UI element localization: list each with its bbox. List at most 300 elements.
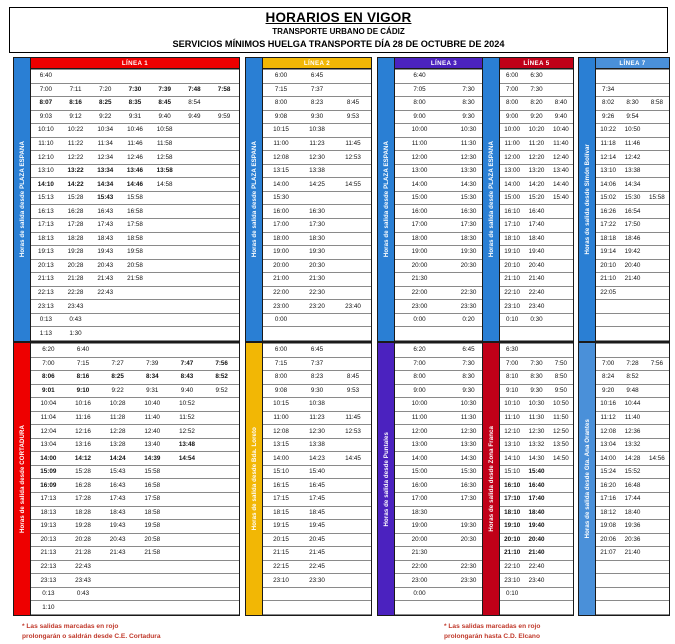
empty-cell: [524, 587, 548, 601]
departure-time: 17:30: [444, 493, 493, 507]
departure-time: 22:05: [596, 286, 620, 300]
departure-time: 16:30: [444, 479, 493, 493]
departure-time: 10:15: [263, 398, 299, 412]
empty-cell: [209, 259, 239, 273]
empty-cell: [209, 300, 239, 314]
departure-time: 7:50: [549, 357, 573, 371]
table-row: [596, 357, 669, 371]
table-row: [263, 357, 371, 371]
empty-cell: [209, 246, 239, 260]
empty-cell: [135, 560, 170, 574]
departure-time: 19:30: [299, 246, 335, 260]
departure-time: 22:30: [299, 286, 335, 300]
table-row: [596, 178, 669, 192]
departure-time: 17:40: [524, 219, 548, 233]
departure-time: 10:38: [299, 124, 335, 138]
table-row: [263, 232, 371, 246]
table-row: [395, 344, 493, 358]
empty-cell: [596, 300, 620, 314]
empty-cell: [204, 425, 239, 439]
departure-time: 1:30: [61, 327, 91, 341]
departure-time: 16:10: [500, 205, 524, 219]
departure-time: 18:00: [263, 232, 299, 246]
departure-time: 23:00: [395, 574, 444, 588]
departure-time: 9:54: [620, 110, 644, 124]
empty-cell: [645, 533, 669, 547]
departure-time: 7:15: [66, 357, 101, 371]
departure-time: 11:16: [66, 411, 101, 425]
departure-time: 13:10: [596, 164, 620, 178]
table-row: [263, 97, 371, 111]
departure-time: 20:13: [31, 259, 61, 273]
table-row: [596, 259, 669, 273]
table-row: [263, 438, 371, 452]
departure-time: 8:30: [620, 97, 644, 111]
departure-time: 9:53: [335, 384, 371, 398]
departure-time: 12:04: [31, 425, 66, 439]
table-row: [395, 327, 493, 341]
departure-time: 0:10: [500, 313, 524, 327]
table-row: [263, 601, 371, 615]
table-row: [596, 191, 669, 205]
table-row: [596, 425, 669, 439]
empty-cell: [299, 313, 335, 327]
table-row: [395, 97, 493, 111]
empty-cell: [549, 83, 573, 97]
departure-time: 11:23: [299, 137, 335, 151]
table-row: [31, 384, 239, 398]
table-row: [596, 110, 669, 124]
departure-time: 9:20: [596, 384, 620, 398]
departure-time: 7:00: [395, 357, 444, 371]
schedule-block-linea3-plaza-espana: [377, 57, 494, 342]
table-row: [263, 151, 371, 165]
departure-time: 17:50: [620, 219, 644, 233]
empty-cell: [180, 219, 210, 233]
table-row: [31, 232, 239, 246]
table-row: [263, 205, 371, 219]
departure-time: 11:00: [263, 137, 299, 151]
empty-cell: [620, 313, 644, 327]
table-row: [395, 110, 493, 124]
table-row: [395, 164, 493, 178]
departure-time: 15:30: [620, 191, 644, 205]
departure-time: 14:24: [100, 452, 135, 466]
departure-time: 12:53: [335, 425, 371, 439]
departure-time: 8:30: [444, 97, 493, 111]
departure-time: 17:58: [135, 493, 170, 507]
empty-cell: [204, 452, 239, 466]
departure-time: 21:40: [620, 273, 644, 287]
table-row: [596, 246, 669, 260]
departure-time: 10:50: [620, 124, 644, 138]
table-row: [596, 137, 669, 151]
empty-cell: [150, 259, 180, 273]
table-row: [31, 465, 239, 479]
table-row: [263, 493, 371, 507]
departure-time: 0:13: [31, 313, 61, 327]
departure-time: 10:28: [100, 398, 135, 412]
departure-time: 13:46: [120, 164, 150, 178]
departure-time: 21:45: [299, 547, 335, 561]
departure-time: 10:04: [31, 398, 66, 412]
departure-time: 22:43: [90, 286, 120, 300]
departure-time: 18:40: [524, 232, 548, 246]
empty-cell: [170, 587, 205, 601]
table-row: [395, 452, 493, 466]
departure-time: 10:30: [444, 398, 493, 412]
empty-cell: [645, 151, 669, 165]
side-label-linea1-cortadura: [13, 342, 31, 616]
empty-cell: [549, 70, 573, 84]
departure-time: 7:00: [500, 357, 524, 371]
departure-time: 17:00: [395, 219, 444, 233]
departure-time: 6:40: [66, 344, 101, 358]
departure-time: 8:25: [90, 97, 120, 111]
table-row: [395, 425, 493, 439]
departure-time: 20:00: [395, 259, 444, 273]
empty-cell: [645, 83, 669, 97]
table-row: [31, 574, 239, 588]
departure-time: 7:00: [500, 83, 524, 97]
side-label-text: Horas de salida desde Simón Bolívar: [583, 144, 591, 255]
departure-time: 19:10: [500, 246, 524, 260]
footnote-cortadura-line2: prolongarán o saldrán desde C.E. Cortadura: [22, 632, 161, 640]
line-banner-linea7-simon-bolivar: LÍNEA 7: [596, 58, 669, 69]
empty-cell: [620, 286, 644, 300]
table-row: [500, 465, 573, 479]
empty-cell: [135, 601, 170, 615]
empty-cell: [620, 300, 644, 314]
departure-time: 23:43: [61, 300, 91, 314]
side-label-linea5-zona-franca: [482, 342, 500, 616]
table-row: [500, 506, 573, 520]
departure-time: 16:13: [31, 205, 61, 219]
empty-cell: [180, 151, 210, 165]
departure-time: 21:28: [66, 547, 101, 561]
table-row: [500, 232, 573, 246]
departure-time: 11:34: [90, 137, 120, 151]
table-row: [263, 137, 371, 151]
departure-time: 10:30: [444, 124, 493, 138]
departure-time: 16:28: [66, 479, 101, 493]
departure-time: 9:08: [263, 110, 299, 124]
departure-time: 15:43: [90, 191, 120, 205]
empty-cell: [204, 587, 239, 601]
departure-time: 9:10: [66, 384, 101, 398]
schedule-block-linea7-gta-ana-orantes: [578, 342, 670, 616]
departure-time: 22:40: [524, 286, 548, 300]
table-row: [596, 164, 669, 178]
empty-cell: [100, 574, 135, 588]
departure-time: 23:30: [299, 574, 335, 588]
table-row: [263, 384, 371, 398]
empty-cell: [549, 273, 573, 287]
empty-cell: [549, 344, 573, 358]
departure-time: 6:45: [444, 344, 493, 358]
departure-time: 12:08: [596, 425, 620, 439]
empty-cell: [150, 191, 180, 205]
departure-time: 14:22: [61, 178, 91, 192]
table-row: [395, 411, 493, 425]
side-label-text: Horas de salida desde PLAZA ESPAÑA: [250, 141, 258, 258]
departure-time: 20:40: [620, 259, 644, 273]
empty-cell: [335, 601, 371, 615]
table-row: [500, 313, 573, 327]
table-row: [596, 327, 669, 341]
empty-cell: [90, 70, 120, 84]
empty-cell: [645, 205, 669, 219]
empty-cell: [335, 344, 371, 358]
departure-time: 16:09: [31, 479, 66, 493]
schedule-block-linea2-plaza-espana: [245, 57, 372, 342]
empty-cell: [620, 601, 644, 615]
empty-cell: [170, 547, 205, 561]
table-row: [395, 246, 493, 260]
empty-cell: [180, 70, 210, 84]
departure-time: 18:00: [395, 232, 444, 246]
departure-time: 11:10: [500, 411, 524, 425]
empty-cell: [645, 479, 669, 493]
departure-time: 12:50: [549, 425, 573, 439]
table-row: [395, 178, 493, 192]
departure-time: 7:28: [620, 357, 644, 371]
empty-cell: [170, 506, 205, 520]
empty-cell: [645, 398, 669, 412]
table-row: [596, 520, 669, 534]
footnote-cortadura: [22, 622, 161, 641]
table-row: [596, 97, 669, 111]
table-row: [31, 587, 239, 601]
departure-time: 6:00: [263, 344, 299, 358]
departure-time: 10:22: [61, 124, 91, 138]
departure-time: 13:20: [524, 164, 548, 178]
empty-cell: [620, 70, 644, 84]
empty-cell: [170, 520, 205, 534]
empty-cell: [645, 300, 669, 314]
departure-time: 18:30: [299, 232, 335, 246]
departure-time: 11:00: [395, 411, 444, 425]
departure-time: 8:00: [263, 97, 299, 111]
departure-time: 10:10: [31, 124, 61, 138]
departure-time: 21:10: [500, 547, 524, 561]
departure-time: 9:52: [204, 384, 239, 398]
line-banner-linea1-plaza-espana: LÍNEA 1: [31, 58, 239, 69]
departure-time: 0:00: [395, 587, 444, 601]
empty-cell: [61, 70, 91, 84]
table-row: [596, 124, 669, 138]
empty-cell: [204, 547, 239, 561]
departure-time: 9:30: [524, 384, 548, 398]
departure-time: 14:12: [66, 452, 101, 466]
departure-time: 22:13: [31, 560, 66, 574]
table-row: [596, 574, 669, 588]
empty-cell: [150, 246, 180, 260]
table-row: [263, 411, 371, 425]
table-row: [263, 124, 371, 138]
empty-cell: [645, 259, 669, 273]
departure-time: 8:02: [596, 97, 620, 111]
table-row: [500, 97, 573, 111]
departure-time: 7:56: [204, 357, 239, 371]
table-row: [500, 344, 573, 358]
empty-cell: [549, 205, 573, 219]
departure-time: 9:30: [299, 110, 335, 124]
departure-time: 9:12: [61, 110, 91, 124]
empty-cell: [335, 547, 371, 561]
departure-time: 8:25: [100, 371, 135, 385]
empty-cell: [204, 493, 239, 507]
departure-time: 7:58: [209, 83, 239, 97]
empty-cell: [120, 327, 150, 341]
schedule-table-linea1-plaza-espana: [31, 69, 239, 341]
table-row: [31, 273, 239, 287]
empty-cell: [120, 70, 150, 84]
empty-cell: [335, 493, 371, 507]
empty-cell: [204, 601, 239, 615]
table-row: [500, 384, 573, 398]
side-label-linea3-plaza-espana: [377, 57, 395, 342]
departure-time: 8:24: [596, 371, 620, 385]
departure-time: 14:30: [524, 452, 548, 466]
departure-time: 9:40: [549, 110, 573, 124]
schedule-table-linea2-bda-loreto: [263, 343, 371, 615]
table-row: [31, 246, 239, 260]
side-label-text: Horas de salida desde Zona Franca: [487, 426, 495, 532]
side-label-text: Horas de salida desde Gta. Ana Orantes: [583, 419, 591, 539]
departure-time: 13:40: [549, 164, 573, 178]
departure-time: 21:30: [299, 273, 335, 287]
departure-time: 22:15: [263, 560, 299, 574]
departure-time: 10:58: [150, 124, 180, 138]
departure-time: 15:40: [299, 465, 335, 479]
departure-time: 8:45: [335, 97, 371, 111]
departure-time: 8:52: [204, 371, 239, 385]
empty-cell: [135, 344, 170, 358]
table-row: [596, 438, 669, 452]
table-row: [596, 547, 669, 561]
empty-cell: [549, 246, 573, 260]
table-row: [500, 110, 573, 124]
departure-time: 13:15: [263, 164, 299, 178]
departure-time: 9:30: [444, 110, 493, 124]
empty-cell: [335, 479, 371, 493]
empty-cell: [204, 574, 239, 588]
table-row: [500, 357, 573, 371]
departure-time: 8:00: [395, 97, 444, 111]
departure-time: 18:13: [31, 232, 61, 246]
departure-time: 10:20: [524, 124, 548, 138]
table-row: [596, 344, 669, 358]
empty-cell: [645, 164, 669, 178]
departure-time: 8:45: [150, 97, 180, 111]
table-row: [596, 151, 669, 165]
departure-time: 18:28: [61, 232, 91, 246]
departure-time: 22:13: [31, 286, 61, 300]
departure-time: 14:20: [524, 178, 548, 192]
departure-time: 0:00: [263, 313, 299, 327]
empty-cell: [549, 313, 573, 327]
departure-time: 14:00: [596, 452, 620, 466]
side-label-linea7-gta-ana-orantes: [578, 342, 596, 616]
table-row: [500, 151, 573, 165]
table-row: [500, 259, 573, 273]
schedule-table-wrapper: [500, 342, 574, 616]
departure-time: 22:00: [263, 286, 299, 300]
departure-time: 12:58: [150, 151, 180, 165]
departure-time: 20:10: [500, 533, 524, 547]
empty-cell: [120, 300, 150, 314]
departure-time: 9:20: [524, 110, 548, 124]
empty-cell: [596, 601, 620, 615]
empty-cell: [645, 506, 669, 520]
empty-cell: [100, 587, 135, 601]
departure-time: 20:28: [61, 259, 91, 273]
table-row: [596, 398, 669, 412]
departure-time: 14:00: [500, 178, 524, 192]
empty-cell: [204, 479, 239, 493]
departure-time: 9:01: [31, 384, 66, 398]
departure-time: 1:13: [31, 327, 61, 341]
departure-time: 19:14: [596, 246, 620, 260]
table-row: [500, 178, 573, 192]
departure-time: 7:39: [150, 83, 180, 97]
departure-time: 9:30: [299, 384, 335, 398]
empty-cell: [170, 533, 205, 547]
departure-time: 17:43: [100, 493, 135, 507]
departure-time: 20:43: [90, 259, 120, 273]
header-subtitle-operator: TRANSPORTE URBANO DE CÁDIZ: [272, 27, 405, 36]
empty-cell: [299, 327, 335, 341]
departure-time: 9:00: [395, 384, 444, 398]
departure-time: 20:58: [135, 533, 170, 547]
empty-cell: [209, 70, 239, 84]
departure-time: 9:26: [596, 110, 620, 124]
empty-cell: [645, 327, 669, 341]
table-row: [263, 398, 371, 412]
departure-time: 17:43: [90, 219, 120, 233]
departure-time: 8:16: [66, 371, 101, 385]
departure-time: 20:13: [31, 533, 66, 547]
side-label-text: Horas de salida desde PLAZA ESPAÑA: [18, 141, 26, 258]
table-row: [263, 506, 371, 520]
departure-time: 10:30: [524, 398, 548, 412]
departure-time: 20:28: [66, 533, 101, 547]
schedule-table-wrapper: [500, 57, 574, 342]
departure-time: 7:30: [524, 357, 548, 371]
table-row: [263, 246, 371, 260]
table-row: [31, 533, 239, 547]
empty-cell: [524, 601, 548, 615]
table-row: [263, 178, 371, 192]
line-banner-linea5-plaza-espana: LÍNEA 5: [500, 58, 573, 69]
table-row: [31, 286, 239, 300]
empty-cell: [596, 560, 620, 574]
departure-time: 13:38: [620, 164, 644, 178]
departure-time: 11:20: [524, 137, 548, 151]
departure-time: 13:32: [524, 438, 548, 452]
departure-time: 19:13: [31, 246, 61, 260]
table-row: [500, 83, 573, 97]
departure-time: 6:45: [299, 70, 335, 84]
departure-time: 23:00: [263, 300, 299, 314]
departure-time: 16:15: [263, 479, 299, 493]
departure-time: 9:10: [500, 384, 524, 398]
empty-cell: [135, 574, 170, 588]
departure-time: 6:00: [263, 70, 299, 84]
table-row: [263, 425, 371, 439]
departure-time: 12:08: [263, 425, 299, 439]
